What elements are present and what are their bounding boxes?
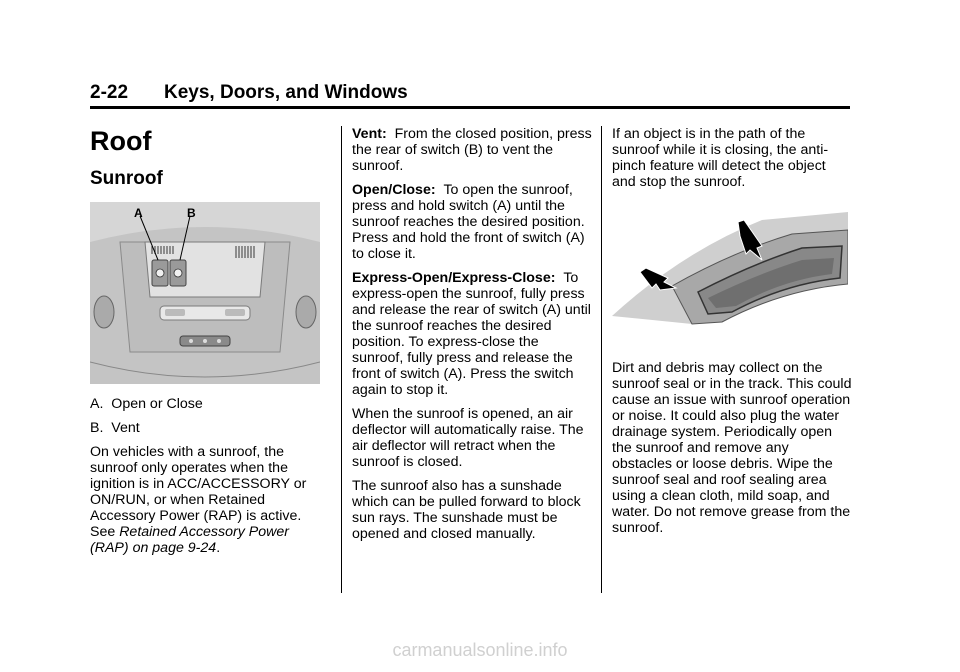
- open-close-term: Open/Close:: [352, 182, 436, 198]
- sunroof-operation-paragraph: [90, 444, 330, 556]
- legend-item-a: A. Open or Close: [90, 396, 203, 412]
- heading-sunroof: Sunroof: [90, 168, 163, 189]
- overhead-console-illustration: [90, 202, 320, 384]
- see-suffix: .: [216, 540, 221, 556]
- vent-term: Vent:: [352, 126, 387, 142]
- column-divider: [341, 126, 342, 593]
- cross-reference-link[interactable]: Retained Accessory Power (RAP) on page 9-24: [90, 524, 289, 556]
- open-close-text: To open the sunroof, press and hold switch (A) until the sunroof reaches the desired position. Press and hold the front of switch (A) to close it.: [352, 182, 585, 262]
- label-a: A: [134, 206, 143, 220]
- vent-text: From the closed position, press the rear of switch (B) to vent the sunroof.: [352, 126, 592, 174]
- debris-paragraph: Dirt and debris may collect on the sunroof seal or in the track. This could cause an issue with sunroof operation or noise. It could also plug the water drainage system. Periodically open the sunroof and remove any obstacles or loose debris. Wipe the sunroof seal and roof sealing area using a clean cloth, mild soap, and water. Do not remove grease from the sunroof.: [612, 360, 852, 536]
- column-3: [612, 126, 852, 544]
- watermark: carmanualsonline.info: [392, 640, 568, 660]
- page-header: [90, 80, 850, 109]
- page-number: 2-22: [90, 82, 129, 103]
- legend-item-b: B. Vent: [90, 420, 140, 436]
- express-term: Express-Open/Express-Close:: [352, 270, 556, 286]
- label-b: B: [187, 206, 196, 220]
- sunshade-paragraph: The sunroof also has a sunshade which can be pulled forward to block sun rays. The sunshade must be opened and closed manually.: [352, 478, 581, 542]
- sunroof-seal-illustration: [612, 212, 848, 330]
- open-close-paragraph: [352, 182, 592, 262]
- heading-roof: Roof: [90, 126, 152, 156]
- deflector-paragraph: When the sunroof is opened, an air deflector will automatically raise. The air deflector will retract when the sunroof is closed.: [352, 406, 584, 470]
- express-paragraph: [352, 270, 592, 398]
- column-1: [90, 126, 330, 564]
- express-text: To express-open the sunroof, fully press and release the rear of switch (A) until the sunroof reaches the desired position. To express-close the sunroof, fully press and release the front of switch (A). Press the switch again to stop it.: [352, 270, 591, 398]
- section-title: Keys, Doors, and Windows: [164, 82, 408, 103]
- see-prefix: See: [90, 524, 120, 540]
- sunroof-operation-text: On vehicles with a sunroof, the sunroof only operates when the ignition is in ACC/ACCESSORY or ON/RUN, or when Retained Accessory Power (RAP) is active.: [90, 444, 307, 524]
- column-2: [352, 126, 592, 550]
- vent-paragraph: [352, 126, 592, 174]
- column-divider: [601, 126, 602, 593]
- anti-pinch-paragraph: If an object is in the path of the sunroof while it is closing, the anti-pinch feature will detect the object and stop the sunroof.: [612, 126, 829, 190]
